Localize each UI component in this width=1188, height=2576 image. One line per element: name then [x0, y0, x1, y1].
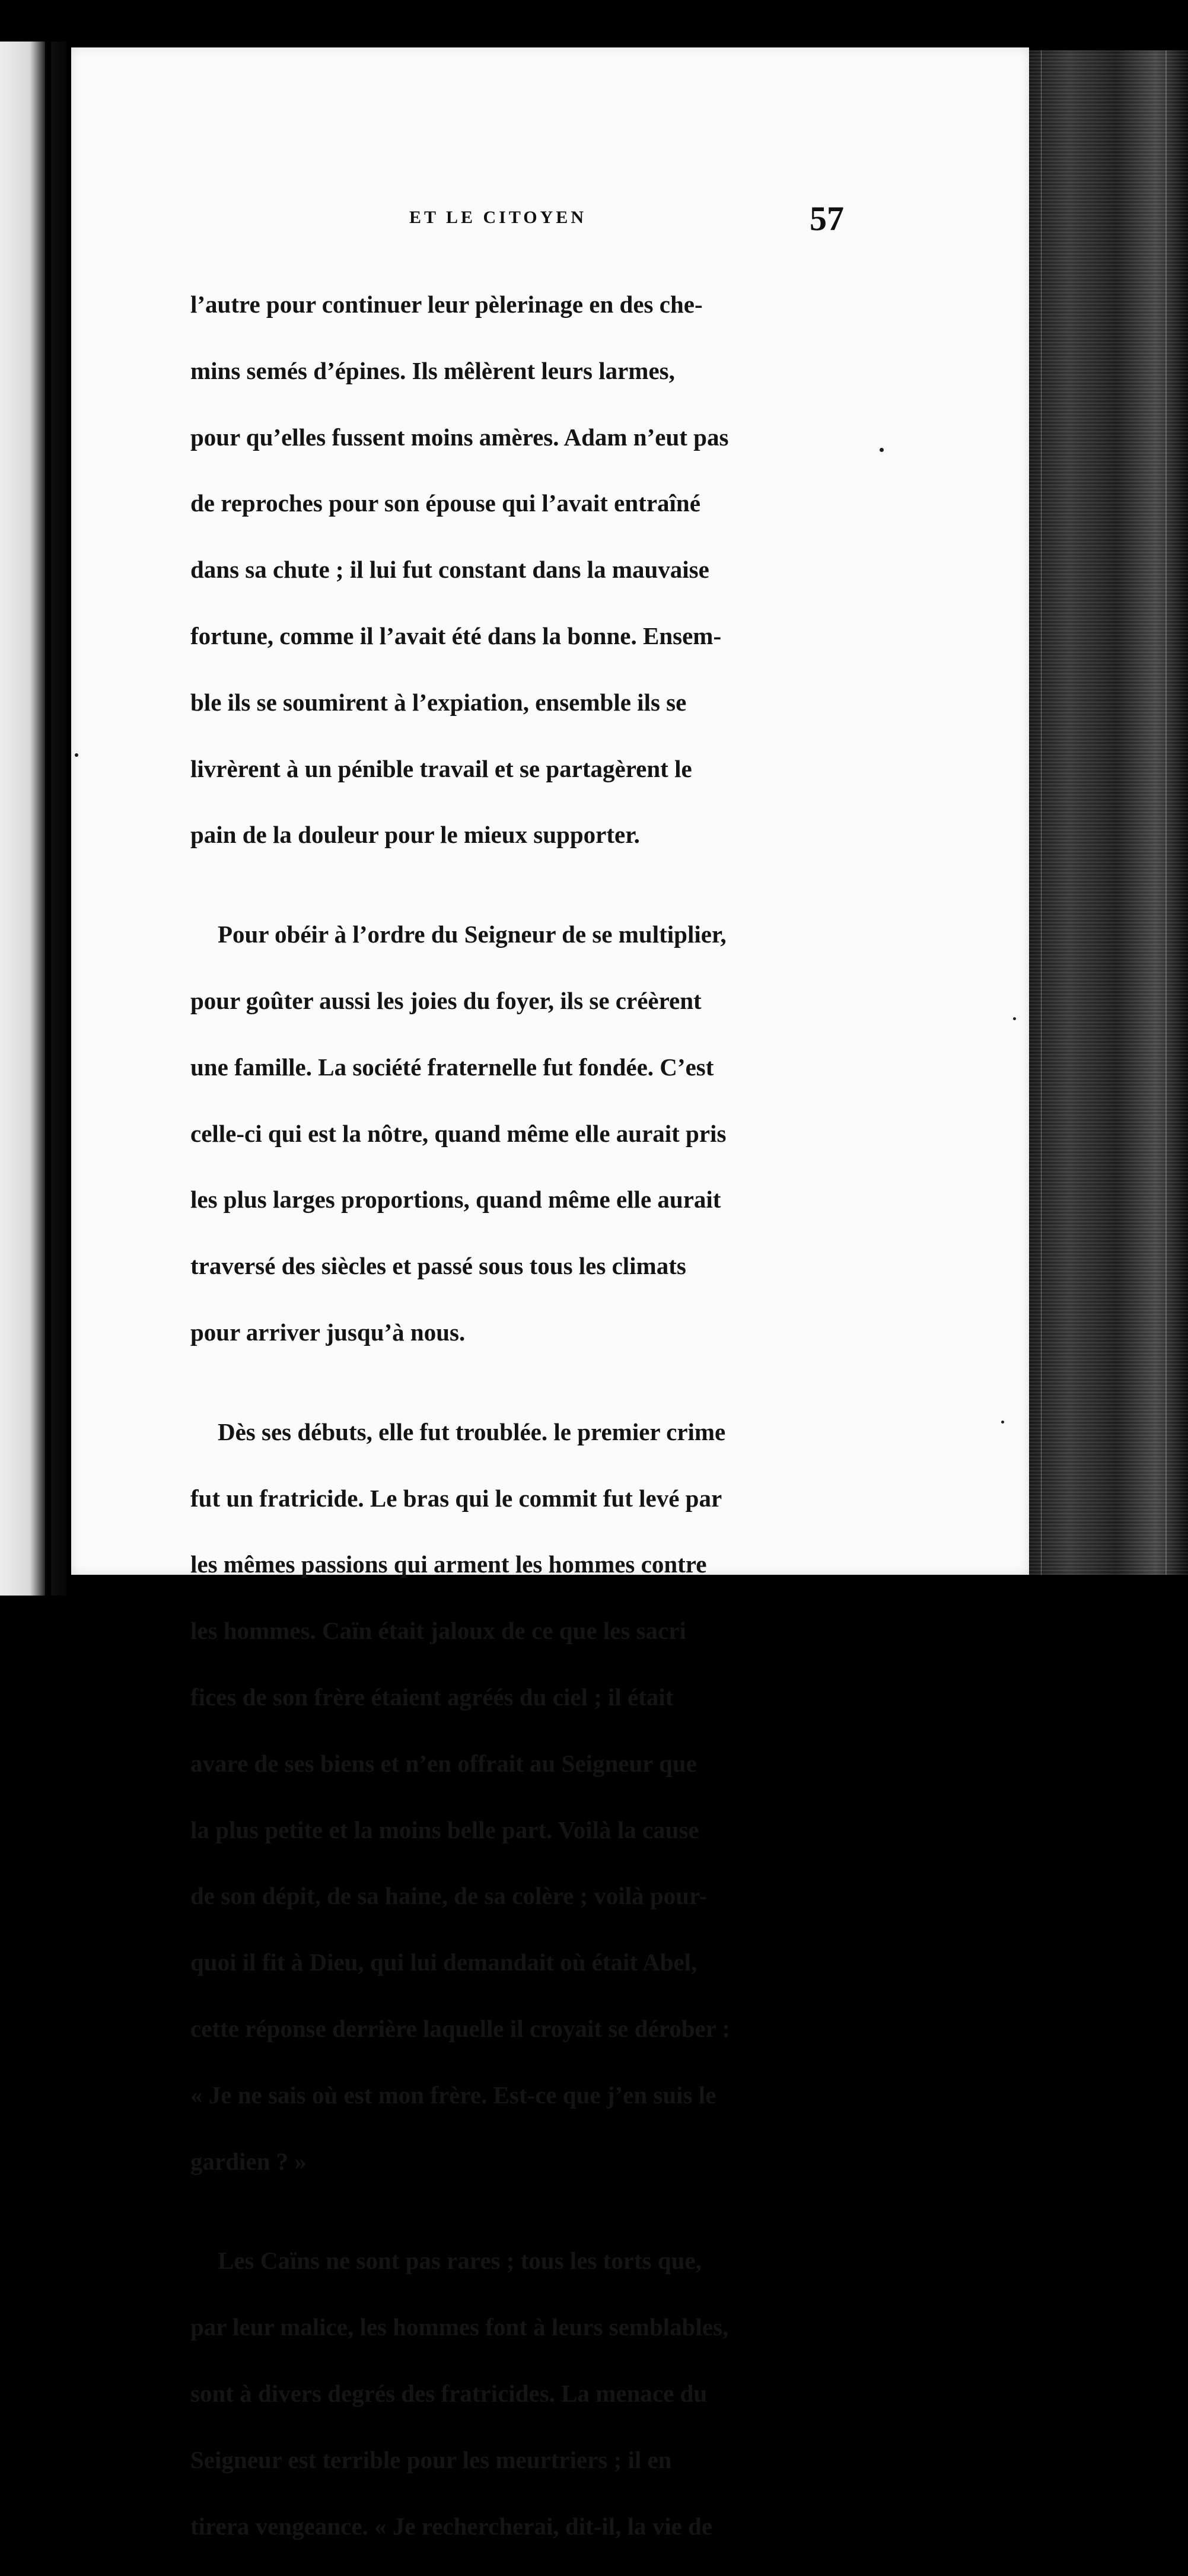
scan-speck [1001, 1421, 1004, 1424]
text-line: l’autre pour continuer leur pèlerinage en des che- [190, 290, 703, 318]
text-line: mins semés d’épines. Ils mêlèrent leurs larmes, [190, 356, 675, 384]
text-line: pain de la douleur pour le mieux supporter. [190, 821, 640, 849]
text-line: Seigneur est terrible pour les meurtriers ; il en [190, 2446, 672, 2473]
text-line: Pour obéir à l’ordre du Seigneur de se multiplier, [218, 921, 727, 948]
page-text [166, 255, 842, 2576]
text-line: pour goûter aussi les joies du foyer, ils se créèrent [190, 986, 702, 1014]
text-line: de reproches pour son épouse qui l’avait entraîné [190, 489, 700, 517]
text-line: une famille. La société fraternelle fut fondée. C’est [190, 1053, 714, 1081]
text-line: sont à divers degrés des fratricides. La menace du [190, 2380, 708, 2407]
text-line: gardien ? » [190, 2147, 307, 2175]
text-line: par leur malice, les hommes font à leurs semblables, [190, 2313, 729, 2341]
text-line: traversé des siècles et passé sous tous les climats [190, 1252, 686, 1280]
text-line: Dès ses débuts, elle fut troublée. le premier crime [218, 1418, 726, 1445]
text-line: tirera vengeance. « Je rechercherai, dit-il, la vie de [190, 2512, 713, 2540]
text-line: avare de ses biens et n’en offrait au Seigneur que [190, 1749, 697, 1777]
text-line: les hommes. Caïn était jaloux de ce que les sacri [190, 1617, 686, 1645]
text-line: livrèrent à un pénible travail et se partagèrent le [190, 754, 692, 782]
text-line: de son dépit, de sa haine, de sa colère ; voilà pour- [190, 1882, 708, 1910]
right-page-stack [1029, 50, 1188, 1575]
page-number: 57 [810, 199, 844, 238]
text-line: pour arriver jusqu’à nous. [190, 1319, 466, 1346]
paragraph-2 [166, 885, 842, 1383]
text-line: fortune, comme il l’avait été dans la bonne. Ensem- [190, 622, 722, 649]
scan-speck [75, 753, 78, 757]
text-line: la plus petite et la moins belle part. Voilà la cause [190, 1816, 699, 1843]
paragraph-4 [166, 2211, 842, 2576]
text-line: cette réponse derrière laquelle il croyait se dérober : [190, 2015, 731, 2043]
text-line: « Je ne sais où est mon frère. Est-ce que j’en suis le [190, 2081, 716, 2109]
text-line: fut un fratricide. Le bras qui le commit fut levé par [190, 1484, 722, 1512]
left-book-edge [0, 42, 66, 1596]
text-line: celle-ci qui est la nôtre, quand même elle aurait pris [190, 1119, 727, 1147]
scan-speck [1013, 1017, 1016, 1020]
text-line: Les Caïns ne sont pas rares ; tous les torts que, [218, 2247, 702, 2275]
paragraph-3 [166, 1383, 842, 2212]
text-line: dans sa chute ; il lui fut constant dans la mauvaise [190, 556, 709, 584]
text-line: pour qu’elles fussent moins amères. Adam n’eut pas [190, 423, 729, 451]
text-line: les mêmes passions qui arment les hommes contre [190, 1550, 707, 1578]
text-line: ble ils se soumirent à l’expiation, ensemble ils se [190, 688, 687, 716]
paragraph-1 [166, 255, 842, 885]
text-line: les plus larges proportions, quand même elle aurait [190, 1186, 721, 1214]
running-head: ET LE CITOYEN [409, 208, 587, 227]
text-line: fices de son frère étaient agréés du ciel ; il était [190, 1683, 674, 1711]
scan-speck [880, 448, 884, 452]
text-line: quoi il fit à Dieu, qui lui demandait où était Abel, [190, 1948, 697, 1976]
